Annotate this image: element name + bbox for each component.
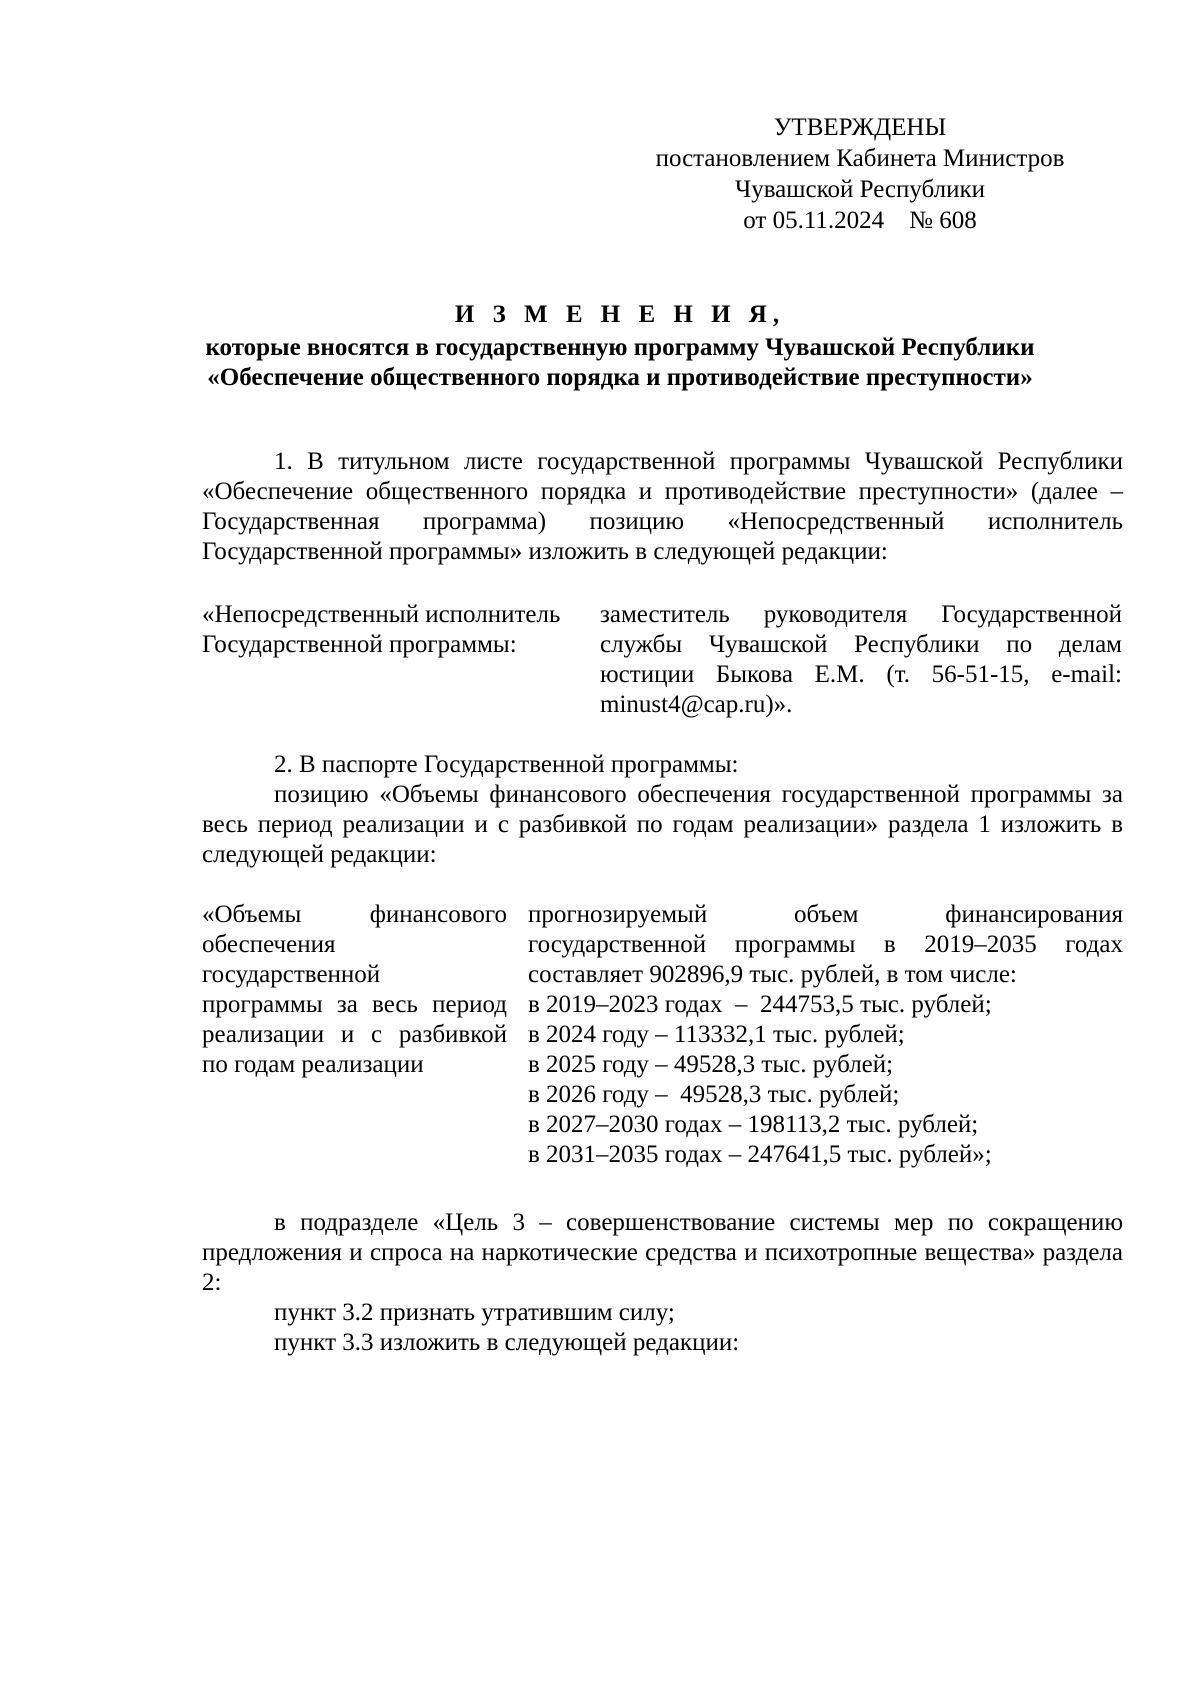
table2-row: в 2024 году – 113332,1 тыс. рублей;: [528, 1021, 905, 1048]
table2-row: в 2027–2030 годах – 198113,2 тыс. рублей;: [528, 1111, 979, 1138]
table1-right-cell: заместитель руководителя Государственной службы Чувашской Республики по делам юстиции Быкова Е.М. (т. 56-51-15, e-mail: minust4@cap.ru)».: [600, 601, 1122, 718]
document-subtitle-2: «Обеспечение общественного порядка и противодействие преступности»: [207, 364, 1033, 391]
paragraph-1: [202, 447, 1123, 567]
paragraph-3-item-2: пункт 3.3 изложить в следующей редакции:: [274, 1329, 740, 1356]
table2-left-cell: «Объемы финансового обеспечения государственной программы за весь период реализации и с разбивкой по годам реализации: [202, 901, 507, 1078]
table2-intro: прогнозируемый объем финансирования государственной программы в 2019–2035 годах составляет 902896,9 тыс. рублей, в том числе:: [528, 901, 1123, 988]
document-subtitle-1: которые вносятся в государственную программу Чувашской Республики: [205, 334, 1035, 361]
approval-date-number: от 05.11.2024 № 608: [743, 207, 977, 234]
paragraph-3: [202, 1208, 1123, 1358]
table1-left-line1: «Непосредственный исполнитель: [202, 601, 561, 628]
approval-title: УТВЕРЖДЕНЫ: [773, 114, 947, 141]
approval-stamp: [640, 112, 1080, 236]
table1-left-line2: Государственной программы:: [202, 631, 517, 658]
paragraph-2-heading: 2. В паспорте Государственной программы:: [274, 751, 739, 778]
table1-left-cell: [202, 600, 582, 660]
paragraph-2: [202, 750, 1123, 870]
document-title: И З М Е Н Е Н И Я,: [454, 301, 786, 328]
table2-right-cell: [528, 900, 1123, 1170]
approval-issuer: постановлением Кабинета Министров: [655, 145, 1065, 172]
paragraph-3-text: в подразделе «Цель 3 – совершенствование системы мер по сокращению предложения и спроса на наркотические средства и психотропные вещества» раздела 2:: [202, 1209, 1123, 1296]
table2-row: в 2031–2035 годах – 247641,5 тыс. рублей»;: [528, 1141, 992, 1168]
table2-row: в 2026 году – 49528,3 тыс. рублей;: [528, 1081, 900, 1108]
paragraph-1-text: 1. В титульном листе государственной программы Чувашской Республики «Обеспечение общественного порядка и противодействие преступности» (далее – Государственная программа) позицию «Непосредственный исполнитель Государственной программы» изложить в следующей редакции:: [202, 448, 1123, 565]
table2-row: в 2025 году – 49528,3 тыс. рублей;: [528, 1051, 894, 1078]
paragraph-2-text: позицию «Объемы финансового обеспечения государственной программы за весь период реализации и с разбивкой по годам реализации» раздела 1 изложить в следующей редакции:: [202, 781, 1123, 868]
table2-row: в 2019–2023 годах – 244753,5 тыс. рублей;: [528, 991, 992, 1018]
paragraph-3-item-1: пункт 3.2 признать утратившим силу;: [274, 1299, 675, 1326]
approval-region: Чувашской Республики: [734, 176, 986, 203]
